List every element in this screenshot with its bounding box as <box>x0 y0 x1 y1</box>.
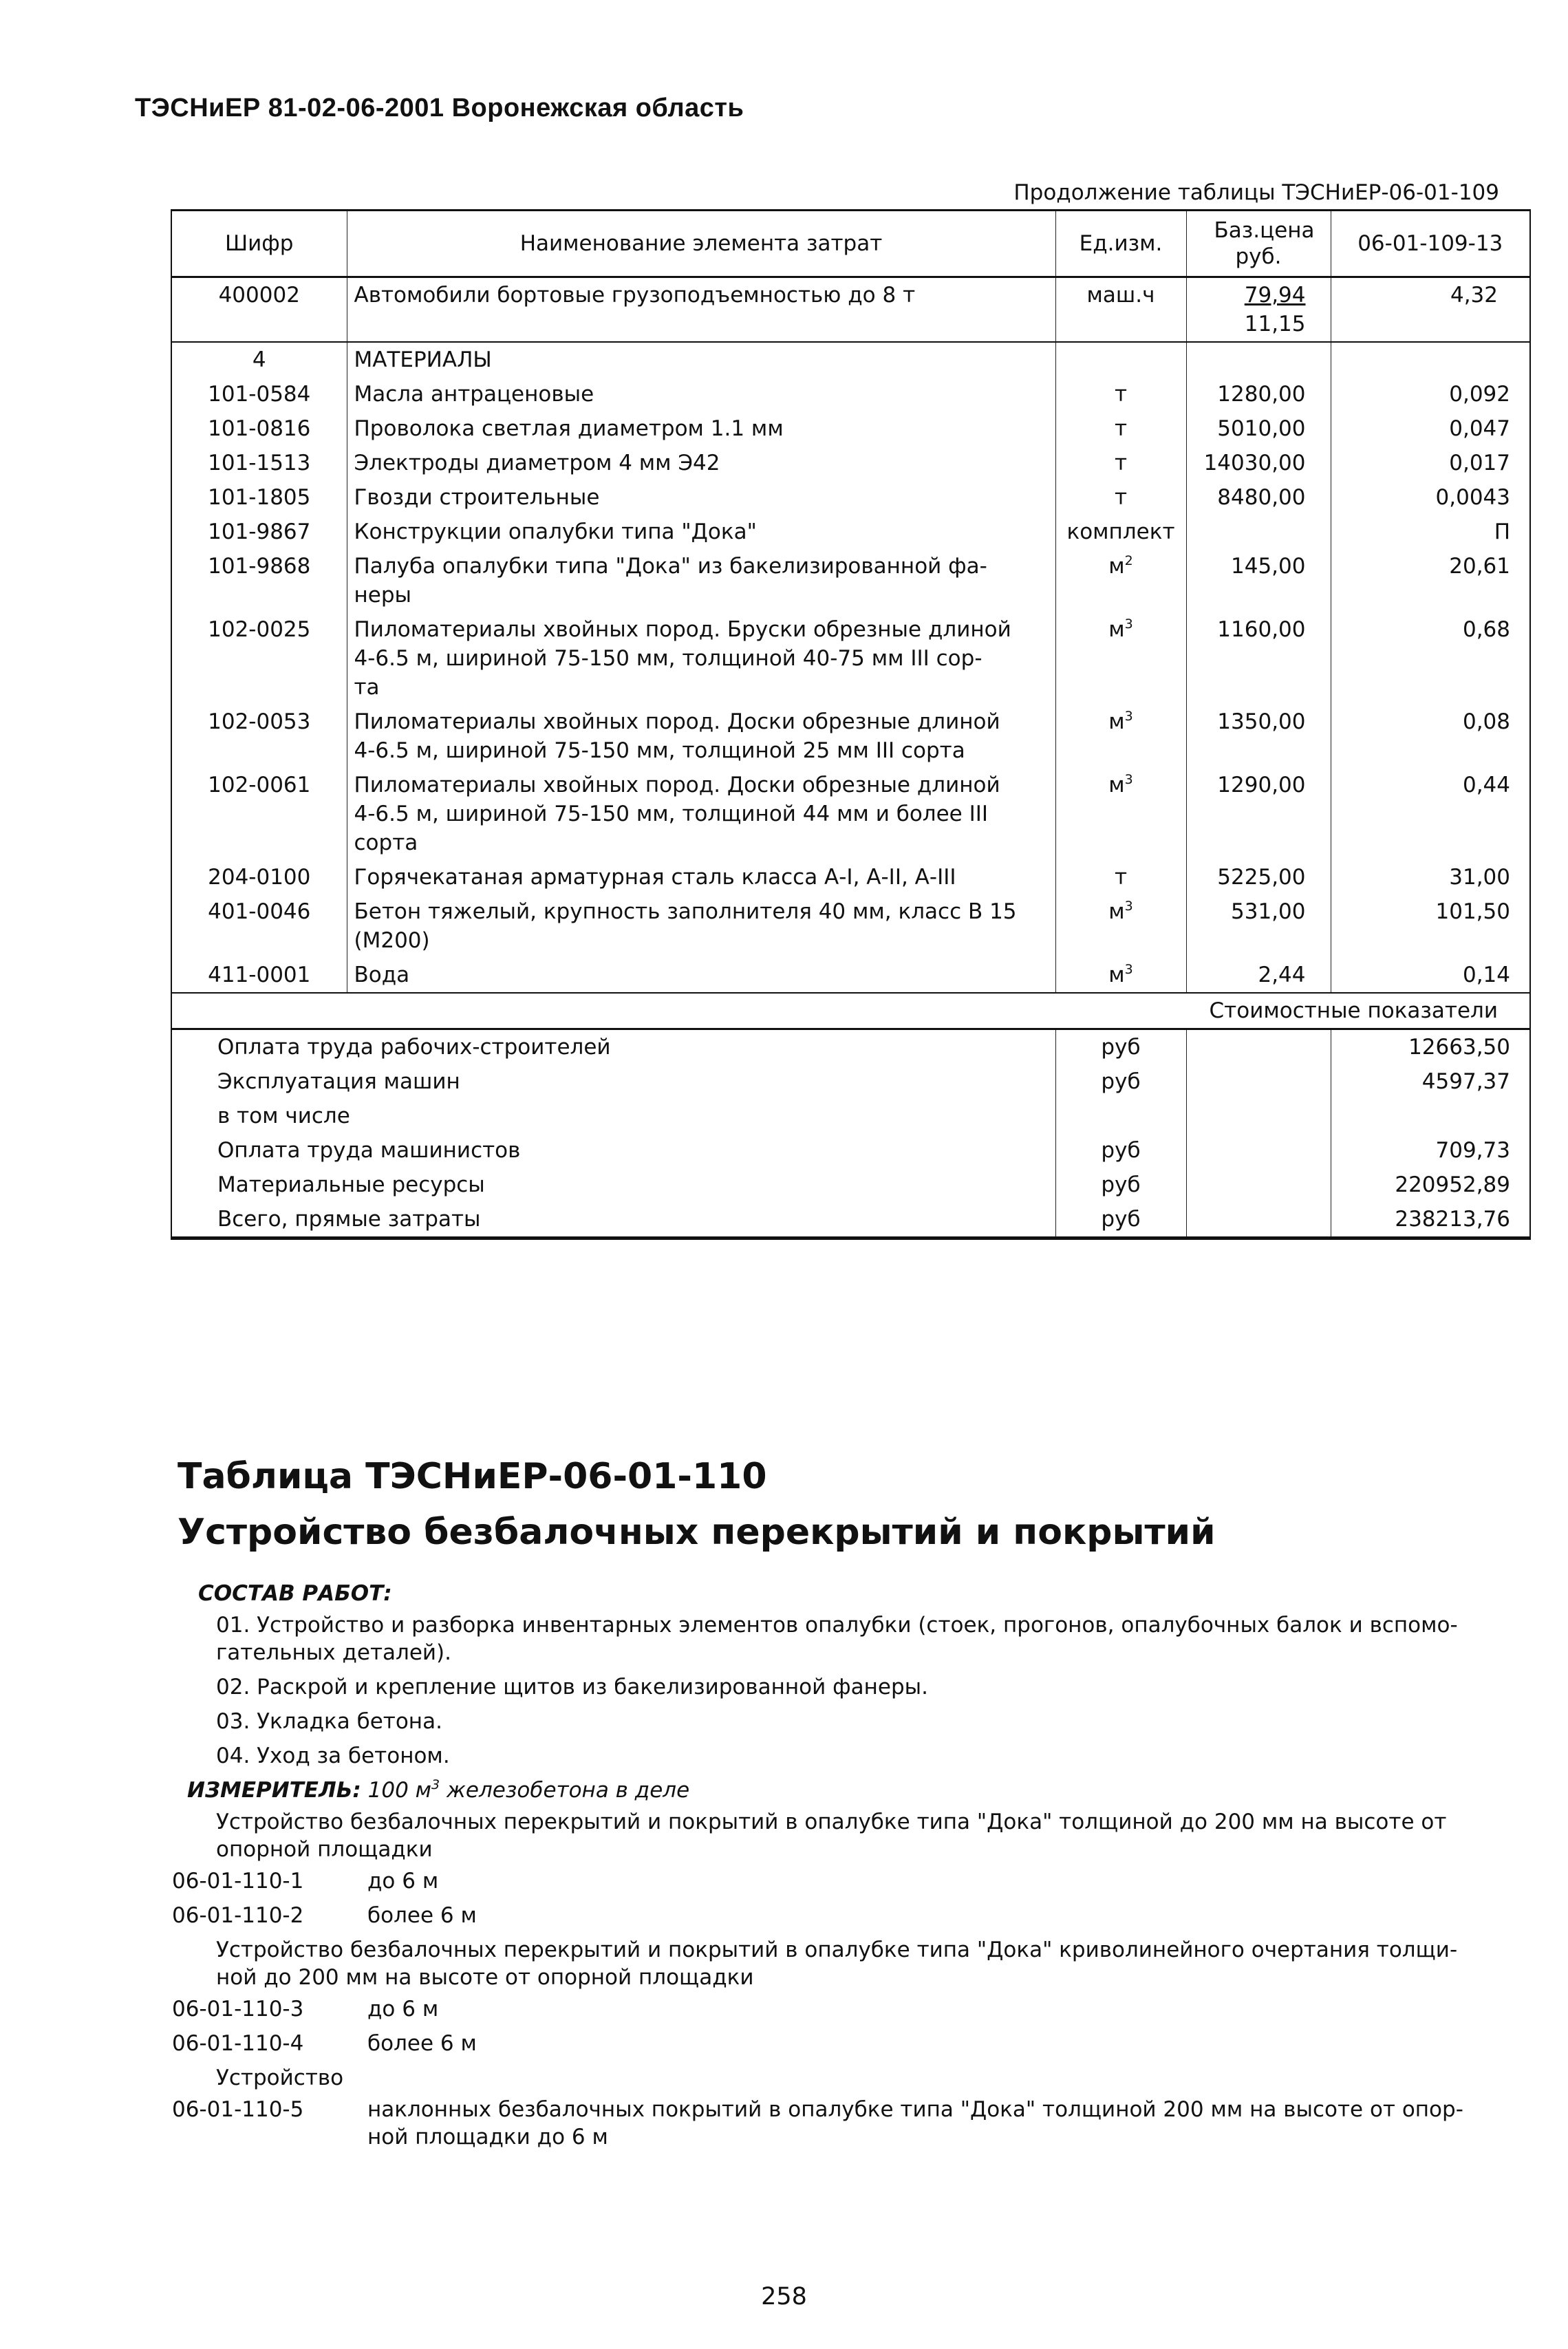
material-row <box>171 612 1530 705</box>
unit-text: м <box>1108 554 1125 579</box>
summary-unit: руб <box>1055 1064 1186 1099</box>
material-value: 101,50 <box>1331 894 1530 958</box>
material-code: 102-0061 <box>208 773 311 797</box>
material-price: 8480,00 <box>1186 480 1331 515</box>
column-header-value: 06-01-109-13 <box>1331 211 1530 277</box>
material-value: 0,017 <box>1331 446 1530 480</box>
norm-item <box>172 1902 1526 1929</box>
material-name: Палуба опалубки типа "Дока" из бакелизированной фа- неры <box>347 549 1055 612</box>
norm-item <box>172 2030 1526 2057</box>
material-code: 102-0025 <box>208 617 311 642</box>
material-code: 204-0100 <box>208 865 311 890</box>
material-unit <box>1055 860 1186 894</box>
measure-value-post: железобетона в деле <box>440 1778 690 1803</box>
unit-power: 3 <box>1124 709 1133 724</box>
column-header-price: Баз.цена руб. <box>1186 211 1331 277</box>
unit-text: комплект <box>1066 519 1175 544</box>
cost-indicators-label: Стоимостные показатели <box>171 993 1530 1029</box>
summary-row <box>171 1202 1530 1238</box>
summary-value: 4597,37 <box>1331 1064 1530 1099</box>
material-name: Горячекатаная арматурная сталь класса А-I, А-II, А-III <box>347 860 1055 894</box>
material-code: 101-0584 <box>208 382 311 407</box>
material-unit <box>1055 549 1186 612</box>
material-row <box>171 958 1530 993</box>
norm-group-description: Устройство <box>216 2066 344 2090</box>
material-name: Электроды диаметром 4 мм Э42 <box>347 446 1055 480</box>
material-unit <box>1055 377 1186 411</box>
summary-unit: руб <box>1055 1168 1186 1202</box>
material-row <box>171 446 1530 480</box>
price-total: 79,94 <box>1244 283 1306 308</box>
unit-text: м <box>1108 963 1125 987</box>
material-price: 5010,00 <box>1186 411 1331 446</box>
norm-text: более 6 м <box>367 1903 477 1928</box>
material-unit <box>1055 612 1186 705</box>
material-value: 0,14 <box>1331 958 1530 993</box>
material-value: 0,08 <box>1331 705 1530 768</box>
material-value: П <box>1331 515 1530 549</box>
work-composition-label: СОСТАВ РАБОТ: <box>198 1581 392 1606</box>
next-table-subtitle: Устройство безбалочных перекрытий и покрытий <box>178 1512 1216 1553</box>
norm-item <box>172 1867 1526 1895</box>
unit-text: м <box>1108 899 1125 924</box>
summary-unit: руб <box>1055 1029 1186 1065</box>
empty-cell <box>1186 342 1331 377</box>
material-name: Пиломатериалы хвойных пород. Доски обрезные длиной 4-6.5 м, шириной 75-150 мм, толщиной 44 мм и более III сорта <box>347 768 1055 860</box>
unit-power: 3 <box>1124 616 1133 632</box>
material-code: 101-9868 <box>208 554 311 579</box>
material-code: 101-9867 <box>208 519 311 544</box>
summary-label: Материальные ресурсы <box>217 1172 485 1197</box>
material-row <box>171 549 1530 612</box>
norm-text: до 6 м <box>367 1869 439 1894</box>
work-item: 04. Уход за бетоном. <box>216 1744 450 1768</box>
summary-row <box>171 1064 1530 1099</box>
norm-code: 06-01-110-5 <box>172 2097 304 2122</box>
summary-label: Оплата труда машинистов <box>217 1138 521 1163</box>
material-name: Пиломатериалы хвойных пород. Бруски обрезные длиной 4-6.5 м, шириной 75-150 мм, толщиной 40-75 мм III сор- та <box>347 612 1055 705</box>
material-unit <box>1055 705 1186 768</box>
material-price: 5225,00 <box>1186 860 1331 894</box>
material-name: Бетон тяжелый, крупность заполнителя 40 мм, класс В 15 (М200) <box>347 894 1055 958</box>
unit-power: 3 <box>1124 962 1133 977</box>
unit-text: м <box>1108 709 1125 734</box>
norm-groups <box>172 1808 1526 2151</box>
material-unit <box>1055 515 1186 549</box>
machine-row <box>171 277 1530 343</box>
page-header: ТЭСНиЕР 81-02-06-2001 Воронежская область <box>135 94 744 122</box>
summary-value: 12663,50 <box>1331 1029 1530 1065</box>
material-unit <box>1055 446 1186 480</box>
row-code: 400002 <box>218 283 300 308</box>
summary-row <box>171 1029 1530 1065</box>
unit-power: 2 <box>1124 553 1133 568</box>
material-unit <box>1055 480 1186 515</box>
material-row <box>171 377 1530 411</box>
norm-code: 06-01-110-3 <box>172 1997 304 2021</box>
empty-cell <box>1186 1202 1331 1238</box>
norm-group-description: Устройство безбалочных перекрытий и покрытий в опалубке типа "Дока" криволинейного очертания толщи- ной до 200 мм на высоте от опорной площадки <box>216 1938 1458 1990</box>
unit-power: 3 <box>1124 772 1133 787</box>
unit-text: т <box>1114 416 1128 441</box>
summary-label: в том числе <box>217 1104 350 1128</box>
work-items <box>198 1611 1526 1770</box>
material-price: 1350,00 <box>1186 705 1331 768</box>
material-value: 0,0043 <box>1331 480 1530 515</box>
material-row <box>171 768 1530 860</box>
price-labor: 11,15 <box>1244 312 1306 336</box>
material-unit <box>1055 894 1186 958</box>
unit-text: т <box>1114 451 1128 475</box>
material-row <box>171 411 1530 446</box>
row-name: Автомобили бортовые грузоподъемностью до 8 т <box>347 277 1055 343</box>
material-value: 31,00 <box>1331 860 1530 894</box>
summary-value: 220952,89 <box>1331 1168 1530 1202</box>
norm-code: 06-01-110-2 <box>172 1903 304 1928</box>
empty-cell <box>1186 1064 1331 1099</box>
material-value: 0,68 <box>1331 612 1530 705</box>
column-header-name: Наименование элемента затрат <box>347 211 1055 277</box>
norm-item <box>172 1995 1526 2023</box>
summary-unit <box>1055 1099 1186 1133</box>
summary-row <box>171 1133 1530 1168</box>
material-name: Масла антраценовые <box>347 377 1055 411</box>
norm-text: более 6 м <box>367 2031 477 2056</box>
empty-cell <box>1186 1029 1331 1065</box>
page-number: 258 <box>761 2283 807 2310</box>
empty-cell <box>1186 1133 1331 1168</box>
material-price: 1290,00 <box>1186 768 1331 860</box>
material-row <box>171 860 1530 894</box>
summary-row <box>171 1099 1530 1133</box>
row-value: 4,32 <box>1331 277 1530 343</box>
section-title: МАТЕРИАЛЫ <box>347 342 1055 377</box>
empty-cell <box>1186 1099 1331 1133</box>
material-price: 531,00 <box>1186 894 1331 958</box>
norm-code: 06-01-110-1 <box>172 1869 304 1894</box>
work-item: 02. Раскрой и крепление щитов из бакелизированной фанеры. <box>216 1675 928 1699</box>
norm-text: до 6 м <box>367 1997 439 2021</box>
norm-text: наклонных безбалочных покрытий в опалубке типа "Дока" толщиной 200 мм на высоте от опор- ной площадки до 6 м <box>367 2097 1463 2149</box>
column-header-unit: Ед.изм. <box>1055 211 1186 277</box>
summary-value <box>1331 1099 1530 1133</box>
empty-cell <box>1055 342 1186 377</box>
material-price: 14030,00 <box>1186 446 1331 480</box>
summary-label: Эксплуатация машин <box>217 1069 460 1094</box>
material-row <box>171 705 1530 768</box>
empty-cell <box>1186 1168 1331 1202</box>
measure-sup: 3 <box>431 1777 440 1792</box>
work-composition <box>172 1580 1526 2158</box>
material-price <box>1186 515 1331 549</box>
material-row <box>171 894 1530 958</box>
summary-value: 709,73 <box>1331 1133 1530 1168</box>
material-price: 145,00 <box>1186 549 1331 612</box>
material-price: 1280,00 <box>1186 377 1331 411</box>
material-name: Конструкции опалубки типа "Дока" <box>347 515 1055 549</box>
unit-text: м <box>1108 617 1125 642</box>
unit-text: т <box>1114 865 1128 890</box>
indicators-row <box>171 993 1530 1029</box>
next-table-title: Таблица ТЭСНиЕР-06-01-110 <box>178 1456 767 1497</box>
material-unit <box>1055 768 1186 860</box>
unit-text: т <box>1114 485 1128 510</box>
material-row <box>171 515 1530 549</box>
material-name: Гвозди строительные <box>347 480 1055 515</box>
material-row <box>171 480 1530 515</box>
norm-item <box>172 2096 1526 2151</box>
material-value: 0,092 <box>1331 377 1530 411</box>
material-price: 2,44 <box>1186 958 1331 993</box>
material-code: 101-1805 <box>208 485 311 510</box>
material-name: Вода <box>347 958 1055 993</box>
work-item: 01. Устройство и разборка инвентарных элементов опалубки (стоек, прогонов, опалубочных балок и вспомо- гательных деталей). <box>216 1613 1458 1665</box>
summary-unit: руб <box>1055 1202 1186 1238</box>
section-row <box>171 342 1530 377</box>
material-value: 0,047 <box>1331 411 1530 446</box>
unit-power: 3 <box>1124 899 1133 914</box>
summary-label: Всего, прямые затраты <box>217 1207 481 1232</box>
material-code: 101-0816 <box>208 416 311 441</box>
material-value: 0,44 <box>1331 768 1530 860</box>
material-name: Проволока светлая диаметром 1.1 мм <box>347 411 1055 446</box>
table-continuation-caption: Продолжение таблицы ТЭСНиЕР-06-01-109 <box>1013 180 1499 205</box>
work-item: 03. Укладка бетона. <box>216 1709 442 1734</box>
material-unit <box>1055 411 1186 446</box>
resource-cost-table <box>171 209 1531 1240</box>
summary-label: Оплата труда рабочих-строителей <box>217 1035 611 1060</box>
summary-row <box>171 1168 1530 1202</box>
material-code: 401-0046 <box>208 899 311 924</box>
row-price <box>1186 277 1331 343</box>
measure-value-pre: 100 м <box>367 1778 432 1803</box>
column-header-code: Шифр <box>171 211 347 277</box>
norm-code: 06-01-110-4 <box>172 2031 304 2056</box>
measure-value <box>368 1778 690 1803</box>
section-code: 4 <box>171 342 347 377</box>
unit-text: т <box>1114 382 1128 407</box>
table-header-row <box>171 211 1530 277</box>
measure-line <box>187 1777 1526 1804</box>
material-unit <box>1055 958 1186 993</box>
summary-value: 238213,76 <box>1331 1202 1530 1238</box>
material-code: 101-1513 <box>208 451 311 475</box>
material-name: Пиломатериалы хвойных пород. Доски обрезные длиной 4-6.5 м, шириной 75-150 мм, толщиной 25 мм III сорта <box>347 705 1055 768</box>
material-code: 411-0001 <box>208 963 311 987</box>
norm-group-description: Устройство безбалочных перекрытий и покрытий в опалубке типа "Дока" толщиной до 200 мм на высоте от опорной площадки <box>216 1810 1447 1862</box>
material-price: 1160,00 <box>1186 612 1331 705</box>
unit-text: м <box>1108 773 1125 797</box>
summary-unit: руб <box>1055 1133 1186 1168</box>
measure-label: ИЗМЕРИТЕЛЬ: <box>187 1778 361 1803</box>
material-value: 20,61 <box>1331 549 1530 612</box>
row-unit: маш.ч <box>1055 277 1186 343</box>
empty-cell <box>1331 342 1530 377</box>
material-code: 102-0053 <box>208 709 311 734</box>
